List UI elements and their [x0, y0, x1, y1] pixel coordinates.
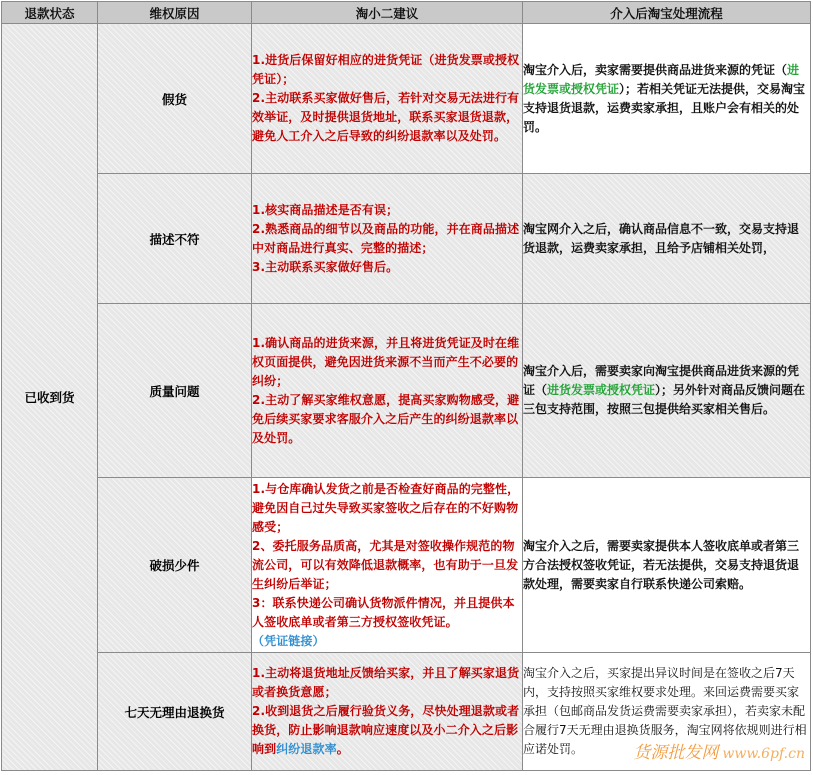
advice-item: 2.熟悉商品的细节以及商品的功能，并在商品描述中对商品进行真实、完整的描述； [252, 221, 520, 255]
advice-cell [252, 478, 523, 653]
table-row [2, 478, 811, 653]
status-cell: 已收到货 [2, 24, 98, 771]
advice-item: 1.进货后保留好相应的进货凭证（进货发票或授权凭证）； [252, 53, 520, 86]
voucher-highlight: 进货发票或授权凭证 [523, 62, 800, 96]
header-dispute-reason: 维权原因 [98, 2, 252, 24]
advice-item: 1.主动将退货地址反馈给买家，并且了解买家退货或者换货意愿； [252, 666, 520, 699]
process-cell: 淘宝介入之后，买家提出异议时间是在签收之后7天内，支持按照买家维权要求处理。来回运费需要买家承担（包邮商品发货运费需要卖家承担），若卖家未配合履行7天无理由退换货服务，淘宝网将依规则进行相应诺处罚。 [523, 653, 811, 771]
reason-cell: 描述不符 [98, 174, 252, 304]
refund-policy-table [1, 1, 811, 771]
reason-cell: 七天无理由退换货 [98, 653, 252, 771]
header-process: 介入后淘宝处理流程 [523, 2, 811, 24]
reason-cell: 假货 [98, 24, 252, 174]
process-text: ）；另外针对商品反馈问题在三包支持范围，按照三包提供给买家相关售后。 [523, 383, 806, 416]
reason-cell: 质量问题 [98, 304, 252, 478]
advice-item: 3.主动联系买家做好售后。 [252, 259, 399, 274]
advice-text: 。 [336, 742, 349, 756]
process-cell [523, 304, 811, 478]
advice-cell [252, 304, 523, 478]
advice-cell [252, 174, 523, 304]
process-text: ）；若相关凭证无法提供，交易淘宝支持退货退款，运费卖家承担，且账户会有相关的处罚。 [523, 81, 806, 134]
header-refund-status: 退款状态 [2, 2, 98, 24]
table-row [2, 304, 811, 478]
header-advice: 淘小二建议 [252, 2, 523, 24]
advice-item [252, 594, 522, 651]
advice-text: 2.收到退货之后履行验货义务，尽快处理退款或者换货，防止影响退款响应速度以及小二介入之后影响到 [252, 704, 520, 756]
table-header [2, 2, 811, 24]
watermark [633, 738, 805, 763]
process-cell: 淘宝介入之后，需要卖家提供本人签收底单或者第三方合法授权签收凭证，若无法提供，交易支持退货退款处理，需要卖家自行联系快递公司索赔。 [523, 478, 811, 653]
advice-item: 1.与仓库确认发货之前是否检查好商品的完整性，避免因自己过失导致买家签收之后存在的不好购物感受； [252, 481, 520, 534]
advice-item: 2.主动联系买家做好售后，若针对交易无法进行有效举证，及时提供退货地址，联系买家退货退款，避免人工介入之后导致的纠纷退款率以及处罚。 [252, 91, 520, 143]
table-row [2, 24, 811, 174]
voucher-highlight: 进货发票或授权凭证 [547, 383, 656, 397]
advice-item: 2、委托服务品质高，尤其是对签收操作规范的物流公司，可以有效降低退款概率，也有助于一旦发生纠纷后举证； [252, 538, 519, 591]
advice-item: 1.确认商品的进货来源，并且将进货凭证及时在维权页面提供，避免因进货来源不当而产生不必要的纠纷； [252, 335, 520, 388]
advice-cell [252, 653, 523, 771]
process-cell [523, 24, 811, 174]
advice-item: 1.核实商品描述是否有误； [252, 202, 399, 217]
process-text: 淘宝介入后，卖家需要提供商品进货来源的凭证（ [523, 62, 788, 77]
advice-cell [252, 24, 523, 174]
advice-item [252, 702, 522, 759]
dispute-rate-link[interactable]: 纠纷退款率 [276, 742, 337, 756]
watermark-text: 货源批发网 [633, 743, 719, 763]
watermark-url: www.6pf.cn [722, 746, 805, 762]
advice-item: 2.主动了解买家维权意愿，提高买家购物感受，避免后续买家要求客服介入之后产生的纠纷退款率以及处罚。 [252, 392, 520, 445]
process-text: 淘宝介入后，需要卖家向淘宝提供商品进货来源的凭证（ [523, 364, 800, 397]
voucher-link[interactable]: （凭证链接） [252, 633, 325, 648]
reason-cell: 破损少件 [98, 478, 252, 653]
advice-text: 3：联系快递公司确认货物派件情况，并且提供本人签收底单或者第三方授权签收凭证。 [252, 595, 515, 629]
process-cell: 淘宝网介入之后，确认商品信息不一致，交易支持退货退款，运费卖家承担，且给予店铺相关处罚， [523, 174, 811, 304]
table-row [2, 174, 811, 304]
